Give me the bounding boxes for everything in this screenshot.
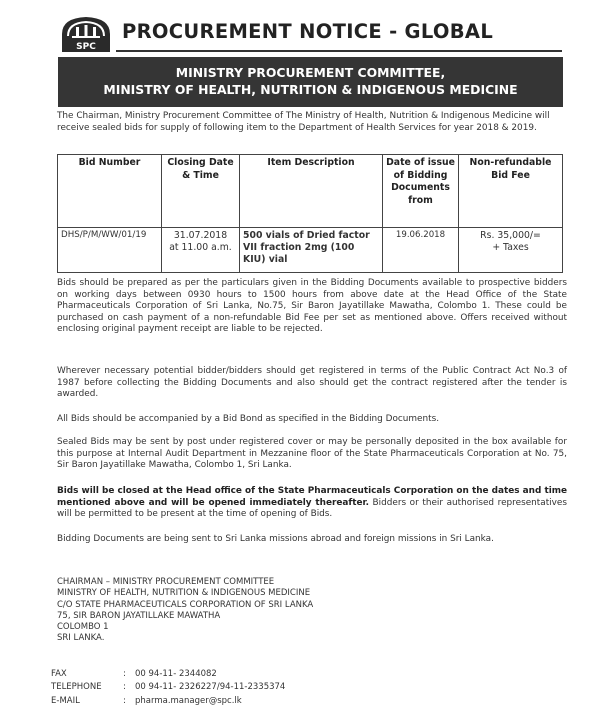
address-line: MINISTRY OF HEALTH, NUTRITION & INDIGENOUS MEDICINE xyxy=(57,588,311,599)
colon: : xyxy=(123,695,126,706)
paragraph-bid-bond: All Bids should be accompanied by a Bid Bond as specified in the Bidding Documents. xyxy=(57,414,440,424)
paragraph-missions: Bidding Documents are being sent to Sri Lanka missions abroad and foreign missions in Sri Lanka. xyxy=(57,534,494,544)
page-title: PROCUREMENT NOTICE - GLOBAL xyxy=(122,20,494,43)
table-row xyxy=(58,228,563,273)
paragraph-closing xyxy=(57,486,567,521)
bid-table xyxy=(57,154,563,273)
contact-address xyxy=(57,577,313,645)
bid-table-header-row xyxy=(58,155,563,228)
cell-fee-tax: + Taxes xyxy=(492,241,529,253)
cell-closing xyxy=(162,228,240,273)
fax-value: 00 94-11- 2344082 xyxy=(135,669,217,679)
cell-issue-date: 19.06.2018 xyxy=(383,228,459,273)
title-bar xyxy=(116,16,562,52)
email-row xyxy=(51,695,285,708)
fax-label: FAX xyxy=(51,669,67,679)
cell-closing-time: at 11.00 a.m. xyxy=(169,241,232,253)
address-line: SRI LANKA. xyxy=(57,633,105,644)
colon: : xyxy=(123,682,126,693)
address-line: 75, SIR BARON JAYATILLAKE MAWATHA xyxy=(57,610,221,621)
telephone-value: 00 94-11- 2326227/94-11-2335374 xyxy=(135,682,286,693)
header-issue-date: Date of issue of Bidding Documents from xyxy=(383,155,459,228)
cell-closing-date: 31.07.2018 xyxy=(173,230,228,241)
paragraph-submission: Sealed Bids may be sent by post under registered cover or may be personally deposited in the box available for this purpose at Internal Audit Department in Mezzanine floor of the State Pharmaceuticals Corporation at No. 75, Sir Baron Jayatillake Mawatha, Colombo 1, Sri Lanka. xyxy=(57,437,567,471)
banner-line-1: MINISTRY PROCUREMENT COMMITTEE, xyxy=(175,65,446,80)
ministry-banner xyxy=(58,57,563,107)
colon: : xyxy=(123,669,126,679)
logo-text: SPC xyxy=(76,42,96,52)
telephone-label: TELEPHONE xyxy=(51,682,102,693)
email-label: E-MAIL xyxy=(51,695,80,706)
cell-fee xyxy=(459,228,563,273)
banner-line-2: MINISTRY OF HEALTH, NUTRITION & INDIGENOUS MEDICINE xyxy=(103,82,518,97)
telephone-row xyxy=(51,681,285,694)
cell-description: 500 vials of Dried factor VII fraction 2mg (100 KIU) vial xyxy=(240,228,383,273)
cell-fee-amount: Rs. 35,000/= xyxy=(480,230,541,241)
header-description: Item Description xyxy=(240,155,383,228)
header-fee: Non-refundable Bid Fee xyxy=(459,155,563,228)
paragraph-bid-preparation: Bids should be prepared as per the particulars given in the Bidding Documents available to prospective bidders on working days between 0930 hours to 1500 hours from above date at the Head Office of the State Pharmaceuticals Corporation of Sri Lanka, No.75, Sir Baron Jayatillake Mawatha, Colombo 1. These could be purchased on cash payment of a non-refundable Bid Fee per set as mentioned above. Offers received without enclosing original payment receipt are liable to be rejected. xyxy=(57,278,567,335)
fax-row xyxy=(51,668,285,681)
paragraph-registration: Wherever necessary potential bidder/bidders should get registered in terms of the Public Contract Act No.3 of 1987 before collecting the Bidding Documents and also should get the contract registered after the tender is awarded. xyxy=(57,366,567,400)
spc-logo-icon xyxy=(58,14,114,56)
closing-rest-text: Bidders or their authorised representatives will be permitted to be present at the time of opening of Bids. xyxy=(57,497,567,520)
address-line: C/O STATE PHARMACEUTICALS CORPORATION OF SRI LANKA xyxy=(57,599,314,610)
contact-details xyxy=(51,668,285,708)
email-value[interactable]: pharma.manager@spc.lk xyxy=(135,695,242,706)
cell-bid-number: DHS/P/M/WW/01/19 xyxy=(58,228,162,273)
address-line: COLOMBO 1 xyxy=(57,622,109,633)
closing-bold-text: Bids will be closed at the Head office of the State Pharmaceuticals Corporation on the dates and time mentioned above and will be opened immediately thereafter. xyxy=(57,486,567,508)
header-closing: Closing Date & Time xyxy=(162,155,240,228)
address-line: CHAIRMAN – MINISTRY PROCUREMENT COMMITTEE xyxy=(57,577,275,587)
intro-paragraph: The Chairman, Ministry Procurement Committee of The Ministry of Health, Nutrition & Indigenous Medicine will receive sealed bids for supply of following item to the Department of Health Services for year 2018 & 2019. xyxy=(57,111,550,133)
header-bid-number: Bid Number xyxy=(58,155,162,228)
